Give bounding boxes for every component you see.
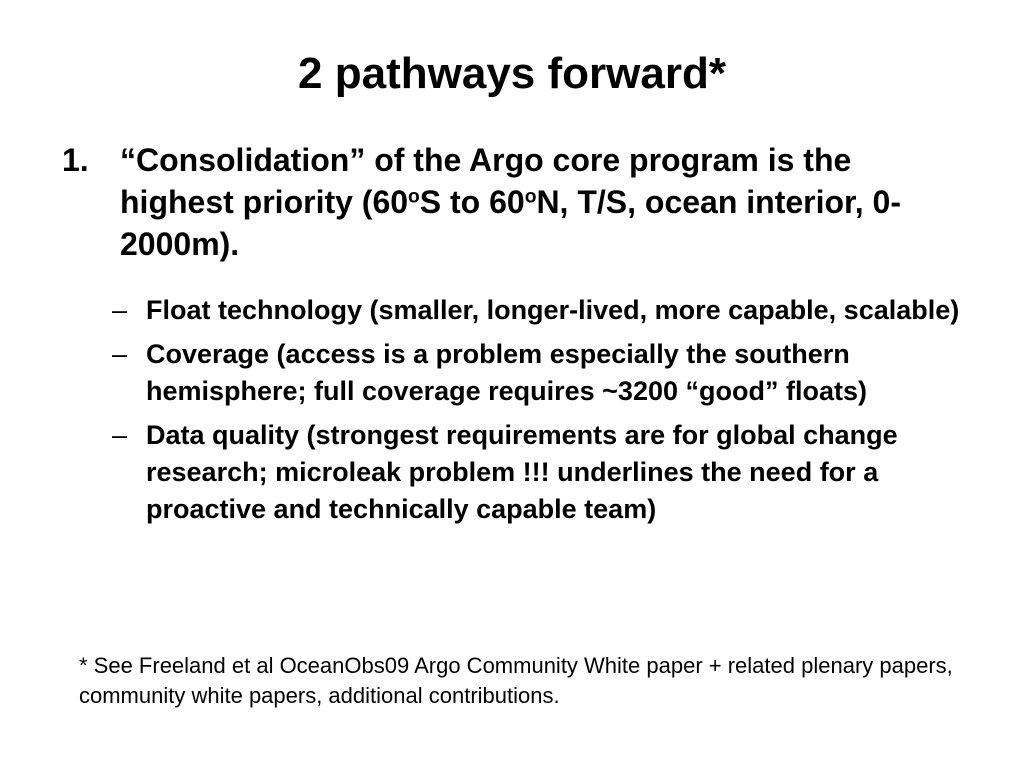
dash-bullet: –	[112, 339, 128, 369]
main-point-text	[120, 139, 922, 265]
sub-point-data-quality	[112, 417, 972, 528]
main-point-number: 1.	[62, 142, 89, 178]
sub-point-list	[112, 292, 972, 535]
main-point-1	[62, 139, 922, 265]
dash-bullet: –	[112, 295, 128, 325]
main-point-text-a: “Consolidation” of the Argo core program is the highest priority (60	[120, 142, 852, 220]
footnote: * See Freeland et al OceanObs09 Argo Community White paper + related plenary papers, community white papers, additional contributions.	[79, 653, 953, 708]
sub-point-float-technology	[112, 292, 972, 329]
sub-point-text: Data quality (strongest requirements are for global change research; microleak problem !!! underlines the need for a proactive and technically capable team)	[146, 420, 898, 524]
sub-point-text: Float technology (smaller, longer-lived, more capable, scalable)	[146, 295, 960, 325]
degree-superscript-south: o	[408, 186, 420, 208]
degree-superscript-north: o	[524, 186, 537, 208]
main-point-text-c: N, T/S, ocean interior, 0-2000m).	[120, 184, 901, 262]
slide-title: 2 pathways forward*	[298, 49, 726, 98]
sub-point-coverage	[112, 336, 972, 410]
main-point-text-b: S to 60	[419, 184, 525, 220]
dash-bullet: –	[112, 420, 128, 450]
sub-point-text: Coverage (access is a problem especially the southern hemisphere; full coverage requires ~3200 “good” floats)	[146, 339, 867, 406]
